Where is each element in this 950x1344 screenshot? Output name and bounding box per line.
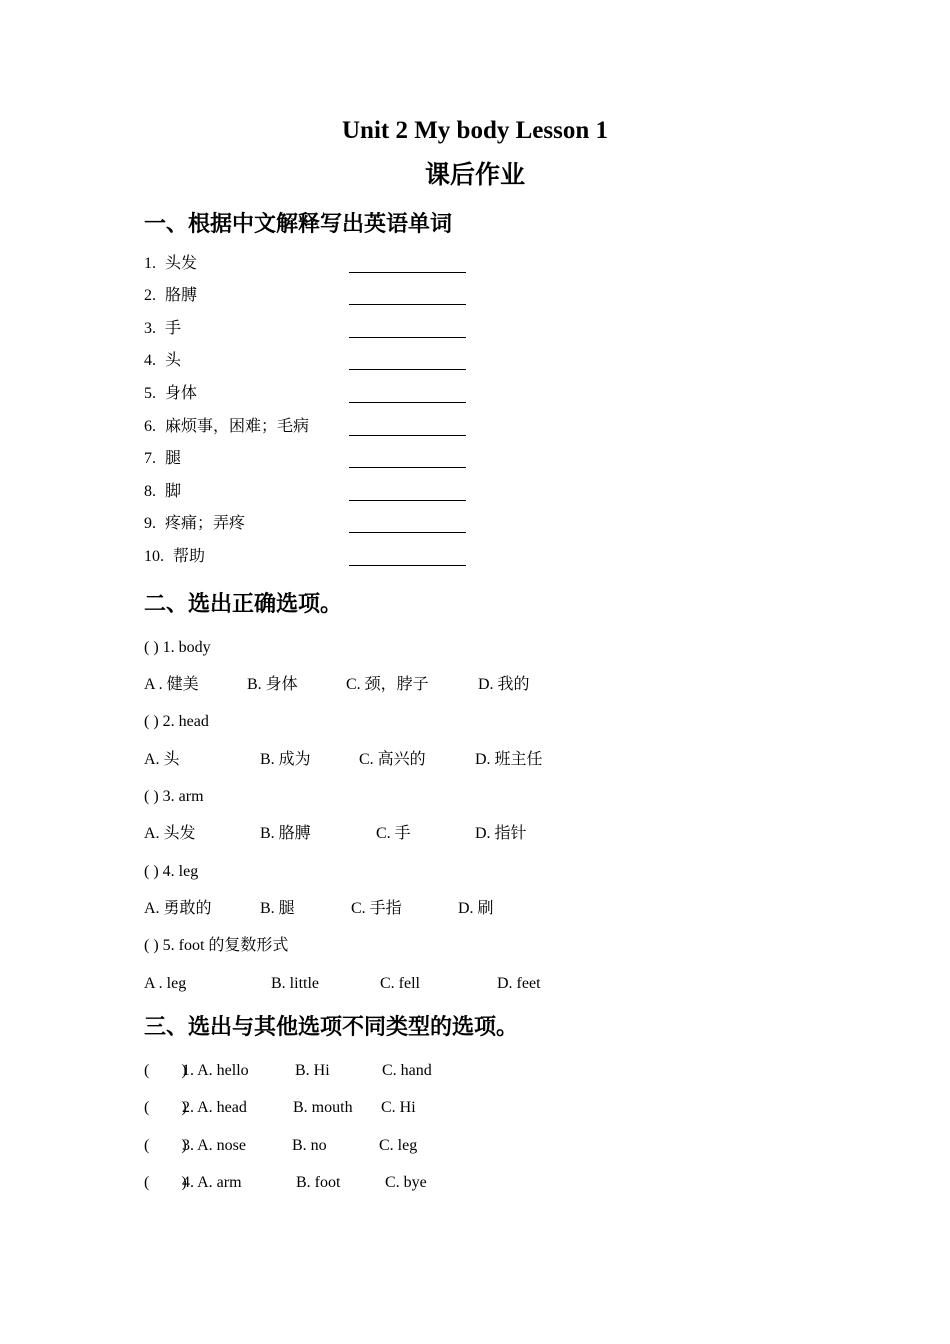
option-c[interactable]: C. hand (382, 1062, 432, 1079)
answer-blank[interactable] (349, 532, 466, 533)
option-b[interactable]: B. 成为 (260, 751, 311, 768)
vocab-chinese: 帮助 (173, 548, 206, 565)
option-c[interactable]: C. 手指 (351, 900, 402, 917)
answer-blank[interactable] (349, 337, 466, 338)
answer-blank[interactable] (349, 467, 466, 468)
option-c[interactable]: C. leg (379, 1137, 418, 1154)
option-b[interactable]: B. Hi (295, 1062, 330, 1079)
answer-blank[interactable] (349, 304, 466, 305)
vocab-chinese: 手 (165, 320, 182, 337)
answer-blank[interactable] (349, 402, 466, 403)
vocab-number: 5. (144, 385, 156, 402)
option-a[interactable]: 3. A. nose (182, 1137, 246, 1154)
vocab-number: 10. (144, 548, 164, 565)
vocab-number: 3. (144, 320, 156, 337)
vocab-chinese: 头 (165, 352, 182, 369)
answer-blank[interactable] (349, 500, 466, 501)
option-b[interactable]: B. little (271, 975, 319, 992)
answer-paren[interactable]: ( ) (144, 1062, 187, 1079)
vocab-number: 4. (144, 352, 156, 369)
vocab-number: 2. (144, 287, 156, 304)
option-b[interactable]: B. 胳膊 (260, 825, 311, 842)
vocab-chinese: 疼痛；弄疼 (165, 515, 246, 532)
section3-heading: 三、选出与其他选项不同类型的选项。 (144, 1014, 519, 1039)
vocab-chinese: 脚 (165, 483, 182, 500)
option-c[interactable]: C. fell (380, 975, 420, 992)
option-b[interactable]: B. foot (296, 1174, 341, 1191)
answer-blank[interactable] (349, 369, 466, 370)
answer-paren[interactable]: ( ) (144, 1137, 187, 1154)
option-a[interactable]: 2. A. head (182, 1099, 247, 1116)
option-d[interactable]: D. 我的 (478, 676, 530, 693)
vocab-chinese: 头发 (165, 255, 198, 272)
option-a[interactable]: A. 勇敢的 (144, 900, 212, 917)
option-a[interactable]: A. 头 (144, 751, 180, 768)
page-title: Unit 2 My body Lesson 1 (341, 117, 608, 144)
option-d[interactable]: D. feet (497, 975, 541, 992)
option-b[interactable]: B. mouth (293, 1099, 353, 1116)
question-stem: ( ) 4. leg (144, 863, 199, 880)
answer-blank[interactable] (349, 565, 466, 566)
question-stem: ( ) 2. head (144, 713, 209, 730)
vocab-chinese: 腿 (165, 450, 182, 467)
option-c[interactable]: C. 高兴的 (359, 751, 426, 768)
option-c[interactable]: C. 颈，脖子 (346, 676, 429, 693)
vocab-chinese: 身体 (165, 385, 198, 402)
answer-blank[interactable] (349, 272, 466, 273)
option-a[interactable]: A . leg (144, 975, 187, 992)
answer-paren[interactable]: ( ) (144, 1099, 187, 1116)
vocab-chinese: 麻烦事，困难；毛病 (165, 418, 310, 435)
section1-heading: 一、根据中文解释写出英语单词 (144, 211, 453, 236)
answer-paren[interactable]: ( ) (144, 1174, 187, 1191)
section2-heading: 二、选出正确选项。 (144, 591, 343, 616)
vocab-number: 8. (144, 483, 156, 500)
question-stem: ( ) 1. body (144, 639, 211, 656)
option-c[interactable]: C. 手 (376, 825, 411, 842)
option-b[interactable]: B. 腿 (260, 900, 295, 917)
option-c[interactable]: C. bye (385, 1174, 427, 1191)
option-a[interactable]: 1. A. hello (182, 1062, 249, 1079)
vocab-number: 1. (144, 255, 156, 272)
option-a[interactable]: A . 健美 (144, 676, 199, 693)
answer-blank[interactable] (349, 435, 466, 436)
option-d[interactable]: D. 指针 (475, 825, 527, 842)
page-subtitle: 课后作业 (424, 162, 525, 189)
vocab-number: 6. (144, 418, 156, 435)
question-stem: ( ) 3. arm (144, 788, 204, 805)
option-b[interactable]: B. 身体 (247, 676, 298, 693)
question-stem: ( ) 5. foot 的复数形式 (144, 937, 289, 954)
option-d[interactable]: D. 班主任 (475, 751, 543, 768)
vocab-number: 9. (144, 515, 156, 532)
option-d[interactable]: D. 刷 (458, 900, 494, 917)
vocab-chinese: 胳膊 (165, 287, 198, 304)
option-a[interactable]: A. 头发 (144, 825, 196, 842)
option-b[interactable]: B. no (292, 1137, 327, 1154)
option-a[interactable]: 4. A. arm (182, 1174, 242, 1191)
option-c[interactable]: C. Hi (381, 1099, 416, 1116)
vocab-number: 7. (144, 450, 156, 467)
